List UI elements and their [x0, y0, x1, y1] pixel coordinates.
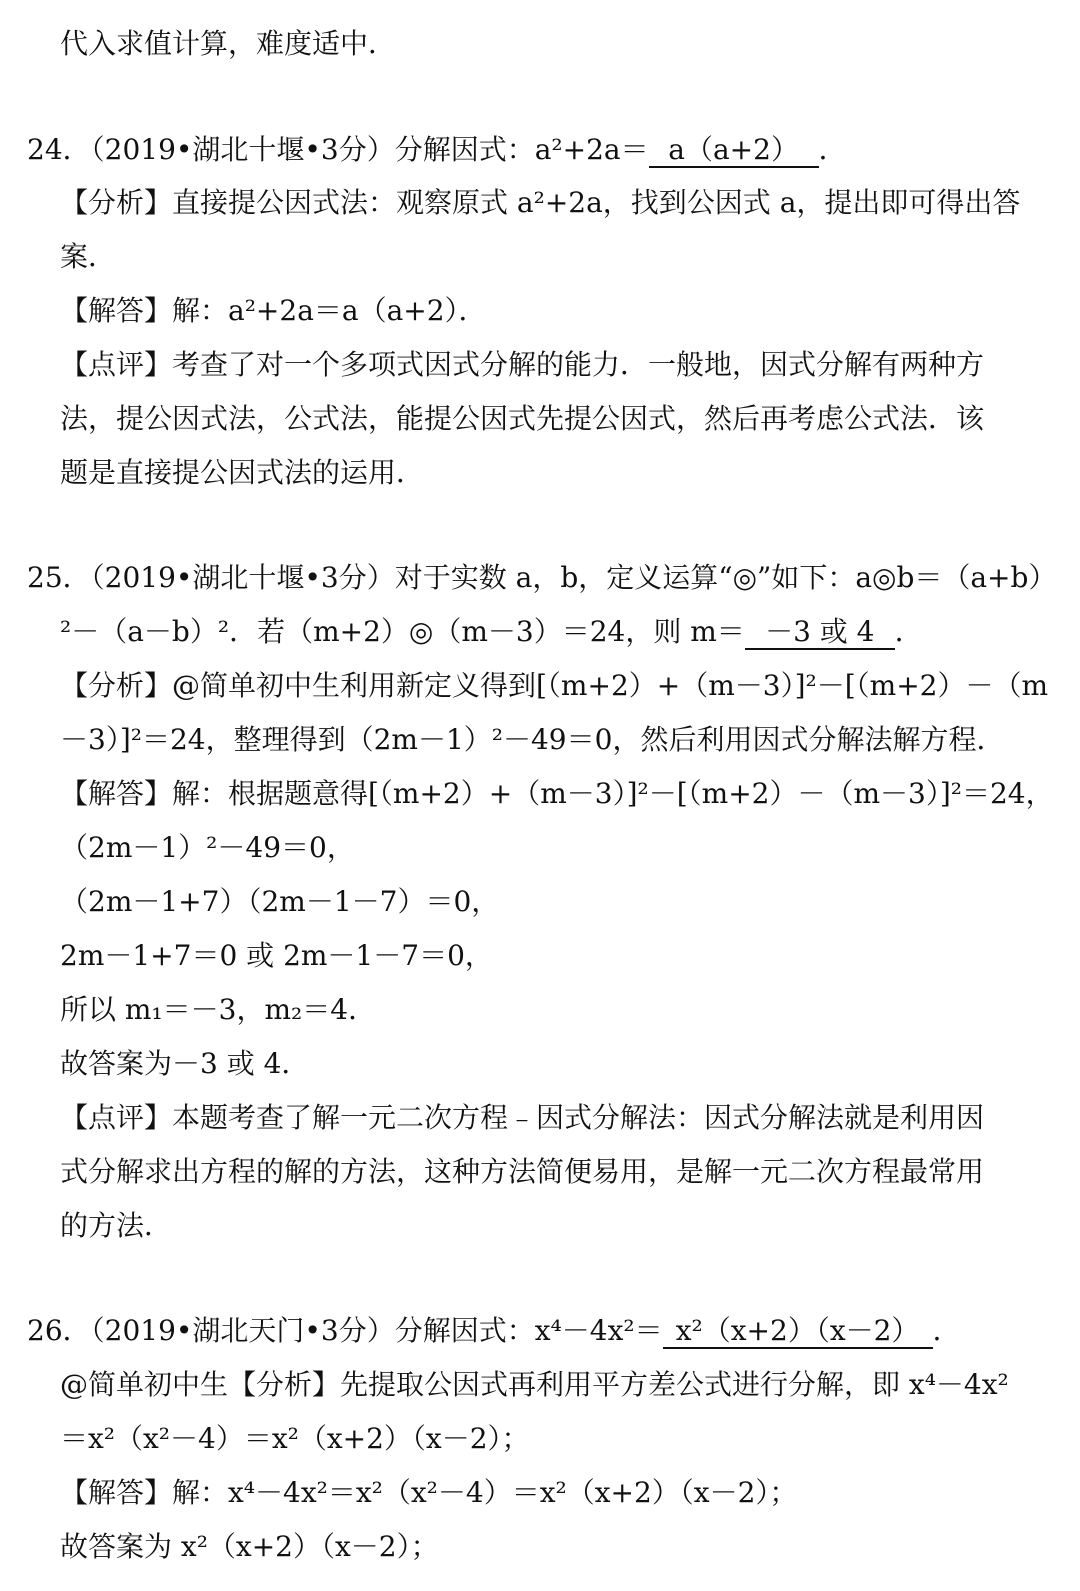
stem-end: ．: [932, 1314, 961, 1347]
solution-line: 【解答】解：a²+2a＝a（a+2）．: [60, 294, 487, 327]
answer-blank: [745, 616, 895, 650]
text-line: 代入求值计算，难度适中．: [60, 27, 397, 60]
answer-text: a（a+2）: [668, 133, 799, 166]
solution-line: 故答案为－3 或 4．: [60, 1047, 310, 1080]
answer-text: x²（x+2）（x－2）: [675, 1314, 920, 1347]
question-25-stem-cont: [60, 612, 923, 652]
question-26-stem: [27, 1311, 961, 1351]
stem-end: ．: [894, 615, 923, 648]
stem-end: ．: [818, 133, 847, 166]
answer-text: －3 或 4: [765, 615, 875, 648]
stem-text: 24．（2019•湖北十堰•3分）分解因式：a²+2a＝: [27, 133, 649, 166]
solution-line: 所以 m₁＝－3，m₂＝4．: [60, 993, 377, 1026]
solution-line: （2m－1+7）（2m－1－7）＝0，: [60, 885, 500, 918]
analysis-line: 【分析】@简单初中生利用新定义得到[（m+2）+（m－3）]²－[（m+2）－（m: [60, 669, 1049, 702]
analysis-line: －3）]²＝24，整理得到（2m－1）²－49＝0，然后利用因式分解法解方程．: [60, 723, 1005, 756]
comment-line: 法，提公因式法，公式法，能提公因式先提公因式，然后再考虑公式法．该: [60, 402, 985, 435]
question-24-stem: [27, 130, 847, 170]
stem-text: ²－（a－b）²．若（m+2）◎（m－3）＝24，则 m＝: [60, 615, 745, 648]
solution-line: （2m－1）²－49＝0，: [60, 831, 355, 864]
answer-blank: [649, 134, 819, 168]
solution-line: 2m－1+7＝0 或 2m－1－7＝0，: [60, 939, 493, 972]
analysis-line: ＝x²（x²－4）＝x²（x+2）（x－2）；: [60, 1422, 530, 1455]
comment-line: 【点评】本题考查了解一元二次方程﹣因式分解法：因式分解法就是利用因: [60, 1101, 985, 1134]
analysis-line: 案．: [60, 240, 117, 273]
comment-line: 题是直接提公因式法的运用．: [60, 456, 425, 489]
analysis-line: @简单初中生【分析】先提取公因式再利用平方差公式进行分解，即 x⁴－4x²: [60, 1368, 1009, 1401]
solution-line: 【解答】解：x⁴－4x²＝x²（x²－4）＝x²（x+2）（x－2）；: [60, 1476, 798, 1509]
question-25-stem: 25．（2019•湖北十堰•3分）对于实数 a，b，定义运算“◎”如下：a◎b＝（a+b）: [27, 561, 1057, 594]
comment-line: 式分解求出方程的解的方法，这种方法简便易用，是解一元二次方程最常用: [60, 1155, 985, 1188]
comment-line: 的方法．: [60, 1209, 173, 1242]
stem-text: 26．（2019•湖北天门•3分）分解因式：x⁴－4x²＝: [27, 1314, 663, 1347]
comment-line: 【点评】考查了对一个多项式因式分解的能力．一般地，因式分解有两种方: [60, 348, 985, 381]
solution-line: 故答案为 x²（x+2）（x－2）；: [60, 1530, 439, 1563]
analysis-line: 【分析】直接提公因式法：观察原式 a²+2a，找到公因式 a，提出即可得出答: [60, 186, 1021, 219]
solution-line: 【解答】解：根据题意得[（m+2）+（m－3）]²－[（m+2）－（m－3）]²＝24，: [60, 777, 1054, 810]
answer-blank: [663, 1315, 933, 1349]
